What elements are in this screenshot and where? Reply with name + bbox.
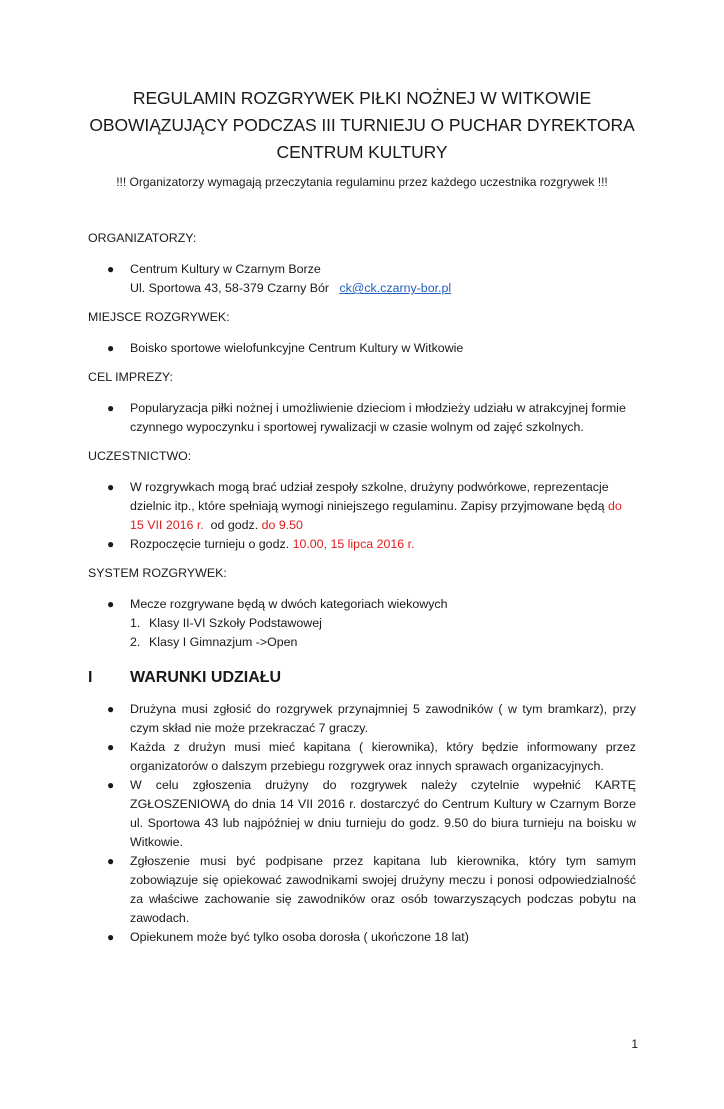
participation-heading: UCZESTNICTWO: bbox=[88, 449, 192, 463]
system-item: Mecze rozgrywane będą w dwóch kategoriach wiekowych bbox=[130, 597, 448, 611]
list-item bbox=[88, 399, 636, 437]
bullet-icon: ● bbox=[107, 702, 115, 716]
section-number: I bbox=[88, 669, 93, 686]
document-title bbox=[88, 85, 636, 166]
list-item bbox=[88, 478, 636, 535]
bullet-icon: ● bbox=[107, 778, 115, 792]
organizer-address-line bbox=[130, 279, 636, 298]
list-item bbox=[88, 700, 636, 738]
category-item bbox=[88, 614, 636, 633]
goal-heading: CEL IMPREZY: bbox=[88, 370, 173, 384]
organizers-heading: ORGANIZATORZY: bbox=[88, 231, 197, 245]
registration-deadline: do 15 VII 2016 r. bbox=[130, 499, 622, 532]
condition-text: Zgłoszenie musi być podpisane przez kapitana lub kierownika, który tym samym zobowiązuje się opiekować zawodnikami swojej drużyny meczu i ponosi odpowiedzialność za właściwe zachowanie się zawodników oraz osób towarzyszących podczas pobytu na zawodach. bbox=[130, 854, 636, 925]
registration-time: do 9.50 bbox=[261, 518, 303, 532]
title-line-3: CENTRUM KULTURY bbox=[276, 142, 448, 162]
list-item bbox=[88, 776, 636, 852]
title-line-2: OBOWIĄZUJĄCY PODCZAS III TURNIEJU O PUCHAR DYREKTORA bbox=[89, 115, 635, 135]
section-heading bbox=[88, 668, 636, 688]
condition-text: Każda z drużyn musi mieć kapitana ( kierownika), który będzie informowany przez organizatorów o dalszym przebiegu rozgrywek oraz innych sprawach organizacyjnych. bbox=[130, 740, 636, 773]
document-page bbox=[0, 85, 724, 1109]
reading-notice: !!! Organizatorzy wymagają przeczytania regulaminu przez każdego uczestnika rozgrywek !!! bbox=[116, 175, 608, 189]
condition-text: Opiekunem może być tylko osoba dorosła ( ukończone 18 lat) bbox=[130, 930, 469, 944]
organizers-list bbox=[88, 260, 636, 298]
condition-text: W celu zgłoszenia drużyny do rozgrywek należy czytelnie wypełnić KARTĘ ZGŁOSZENIOWĄ do dnia 14 VII 2016 r. dostarczyć do Centrum Kultury w Czarnym Borze ul. Sportowa 43 lub najpóźniej w dniu turnieju do godz. 9.50 do biura turnieju na boisku w Witkowie. bbox=[130, 778, 636, 849]
bullet-icon: ● bbox=[107, 740, 115, 754]
bullet-icon: ● bbox=[107, 597, 115, 611]
venue-list bbox=[88, 339, 636, 358]
organizer-name: Centrum Kultury w Czarnym Borze bbox=[130, 262, 321, 276]
list-item bbox=[88, 260, 636, 298]
section-title: WARUNKI UDZIAŁU bbox=[130, 669, 282, 686]
bullet-icon: ● bbox=[107, 480, 115, 494]
condition-text: Drużyna musi zgłosić do rozgrywek przynajmniej 5 zawodników ( w tym bramkarz), przy czym skład nie może przekraczać 7 graczy. bbox=[130, 702, 636, 735]
participation-text: W rozgrywkach mogą brać udział zespoły szkolne, drużyny podwórkowe, reprezentacje dzielnic itp., które spełniają wymogi niniejszego regulaminu. Zapisy przyjmowane będą bbox=[130, 480, 609, 513]
start-time: 10.00, 15 lipca 2016 r. bbox=[292, 537, 415, 551]
title-line-1: REGULAMIN ROZGRYWEK PIŁKI NOŻNEJ W WITKOWIE bbox=[132, 88, 592, 108]
list-item bbox=[88, 339, 636, 358]
category-number: 2. bbox=[130, 635, 141, 649]
bullet-icon: ● bbox=[107, 537, 115, 551]
page-number: 1 bbox=[631, 1037, 638, 1051]
category-item bbox=[88, 633, 636, 652]
goal-list bbox=[88, 399, 636, 437]
bullet-icon: ● bbox=[107, 854, 115, 868]
category-number: 1. bbox=[130, 616, 141, 630]
category-label: Klasy II-VI Szkoły Podstawowej bbox=[149, 616, 322, 630]
bullet-icon: ● bbox=[107, 401, 115, 415]
participation-list bbox=[88, 478, 636, 554]
bullet-icon: ● bbox=[107, 930, 115, 944]
category-label: Klasy I Gimnazjum ->Open bbox=[149, 635, 298, 649]
list-item bbox=[88, 535, 636, 554]
start-text: Rozpoczęcie turnieju o godz. bbox=[130, 537, 290, 551]
list-item bbox=[88, 595, 636, 614]
bullet-icon: ● bbox=[107, 341, 115, 355]
organizer-address: Ul. Sportowa 43, 58-379 Czarny Bór bbox=[130, 281, 330, 295]
system-heading: SYSTEM ROZGRYWEK: bbox=[88, 566, 227, 580]
venue-heading: MIEJSCE ROZGRYWEK: bbox=[88, 310, 230, 324]
goal-item: Popularyzacja piłki nożnej i umożliwienie dzieciom i młodzieży udziału w atrakcyjnej formie czynnego wypoczynku i sportowej rywalizacji w czasie wolnym od zajęć szkolnych. bbox=[130, 401, 626, 434]
system-list bbox=[88, 595, 636, 614]
list-item bbox=[88, 852, 636, 928]
organizer-email-link[interactable]: ck@ck.czarny-bor.pl bbox=[339, 281, 452, 295]
list-item bbox=[88, 928, 636, 947]
participation-mid: od godz. bbox=[210, 518, 259, 532]
bullet-icon: ● bbox=[107, 262, 115, 276]
list-item bbox=[88, 738, 636, 776]
venue-item: Boisko sportowe wielofunkcyjne Centrum Kultury w Witkowie bbox=[130, 341, 464, 355]
conditions-list bbox=[88, 700, 636, 947]
category-list bbox=[88, 614, 636, 652]
